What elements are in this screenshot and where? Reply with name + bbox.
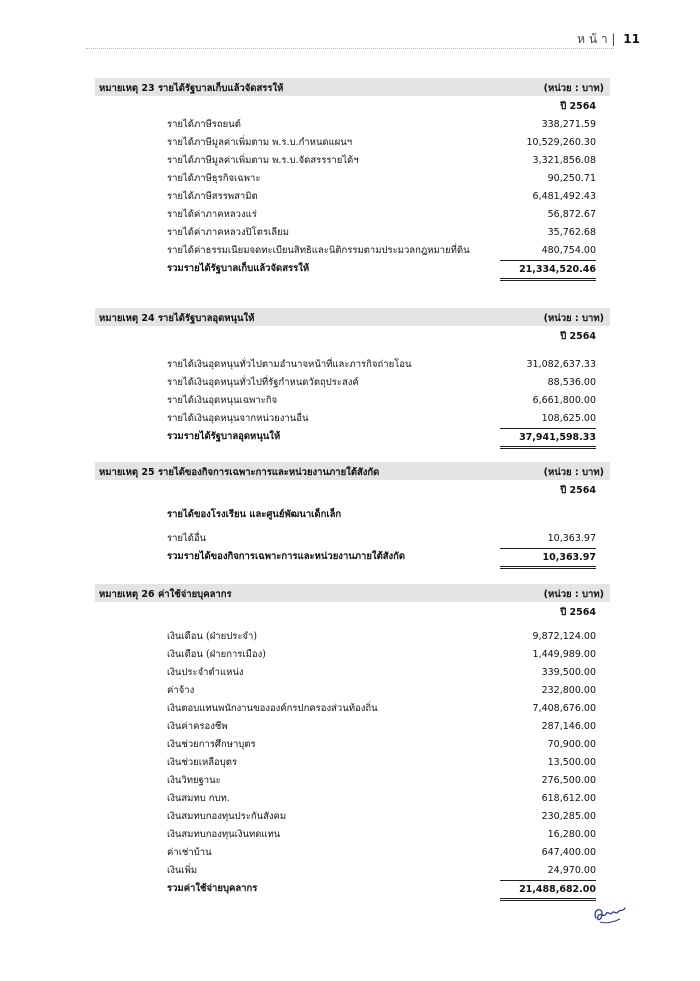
unit-label: (หน่วย : บาท): [543, 589, 604, 600]
unit-label: (หน่วย : บาท): [543, 83, 604, 94]
row-label: รายได้อื่น: [167, 533, 207, 544]
row-label: รายได้ค่าธรรมเนียมจดทะเบียนสิทธิและนิติกรรมตามประมวลกฎหมายที่ดิน: [167, 245, 470, 256]
row-amount: 10,529,260.30: [526, 137, 596, 148]
table-row: [95, 664, 610, 682]
note-title: หมายเหตุ 25 รายได้ของกิจการเฉพาะการและหน่วยงานภายใต้สังกัด: [99, 467, 380, 478]
total-label: รวมค่าใช้จ่ายบุคลากร: [167, 883, 258, 894]
row-label: เงินตอบแทนพนักงานขององค์กรปกครองส่วนท้องถิ่น: [167, 703, 378, 714]
row-amount: 287,146.00: [541, 721, 596, 732]
row-label: เงินช่วยเหลือบุตร: [167, 757, 238, 768]
row-amount: 108,625.00: [541, 413, 596, 424]
table-row: [95, 628, 610, 646]
row-amount: 338,271.59: [541, 119, 596, 130]
total-amount: 10,363.97: [500, 548, 596, 569]
row-amount: 6,481,492.43: [532, 191, 596, 202]
row-amount: 7,408,676.00: [532, 703, 596, 714]
row-amount: 480,754.00: [541, 245, 596, 256]
row-label: เงินประจำตำแหน่ง: [167, 667, 244, 678]
table-row: [95, 844, 610, 862]
total-label: รวมรายได้รัฐบาลเก็บแล้วจัดสรรให้: [167, 263, 310, 274]
total-row: [95, 880, 610, 898]
row-label: รายได้เงินอุดหนุนทั่วไปตามอำนาจหน้าที่และภารกิจถ่ายโอน: [167, 359, 412, 370]
table-row: [95, 356, 610, 374]
table-row: [95, 736, 610, 754]
row-label: เงินเพิ่ม: [167, 865, 198, 876]
page-header: [577, 30, 640, 49]
total-amount: 37,941,598.33: [500, 428, 596, 449]
table-row: [95, 808, 610, 826]
row-amount: 10,363.97: [547, 533, 596, 544]
note-25: [95, 462, 610, 566]
note-header: [95, 78, 610, 96]
row-label: รายได้ค่าภาคหลวงแร่: [167, 209, 257, 220]
row-amount: 16,280.00: [547, 829, 596, 840]
row-label: รายได้เงินอุดหนุนเฉพาะกิจ: [167, 395, 278, 406]
total-label: รวมรายได้ของกิจการเฉพาะการและหน่วยงานภายใต้สังกัด: [167, 551, 406, 562]
note-header: [95, 462, 610, 480]
row-amount: 647,400.00: [541, 847, 596, 858]
table-row: [95, 374, 610, 392]
table-row: [95, 772, 610, 790]
row-label: รายได้เงินอุดหนุนทั่วไปที่รัฐกำหนดวัตถุประสงค์: [167, 377, 359, 388]
row-amount: 70,900.00: [547, 739, 596, 750]
table-row: [95, 410, 610, 428]
total-row: [95, 428, 610, 446]
row-label: เงินสมทบกองทุนประกันสังคม: [167, 811, 287, 822]
table-row: [95, 700, 610, 718]
total-amount: 21,334,520.46: [500, 260, 596, 281]
row-amount: 276,500.00: [541, 775, 596, 786]
note-title: หมายเหตุ 26 ค่าใช้จ่ายบุคลากร: [99, 589, 232, 600]
header-rule: [86, 48, 614, 49]
table-row: [95, 152, 610, 170]
total-row: [95, 548, 610, 566]
row-amount: 6,661,800.00: [532, 395, 596, 406]
row-amount: 31,082,637.33: [526, 359, 596, 370]
table-row: [95, 718, 610, 736]
row-amount: 3,321,856.08: [532, 155, 596, 166]
table-row: [95, 206, 610, 224]
row-label: เงินเดือน (ฝ่ายการเมือง): [167, 649, 266, 660]
note-23: [95, 78, 610, 278]
total-amount: 21,488,682.00: [500, 880, 596, 901]
note-title: หมายเหตุ 23 รายได้รัฐบาลเก็บแล้วจัดสรรให้: [99, 83, 284, 94]
row-amount: 90,250.71: [547, 173, 596, 184]
subheading: รายได้ของโรงเรียน และศูนย์พัฒนาเด็กเล็ก: [167, 509, 342, 520]
year-heading: ปี 2564: [560, 101, 596, 112]
table-row: [95, 170, 610, 188]
unit-label: (หน่วย : บาท): [543, 313, 604, 324]
row-label: รายได้ภาษีมูลค่าเพิ่มตาม พ.ร.บ.กำหนดแผนฯ: [167, 137, 353, 148]
year-heading: ปี 2564: [560, 485, 596, 496]
table-row: [95, 134, 610, 152]
note-24: [95, 308, 610, 446]
row-amount: 13,500.00: [547, 757, 596, 768]
table-row: [95, 790, 610, 808]
row-amount: 618,612.00: [541, 793, 596, 804]
note-26: [95, 584, 610, 898]
handwritten-signature: [590, 900, 628, 928]
table-row: [95, 646, 610, 664]
page-header-label: ห น้ า |: [577, 32, 616, 46]
row-label: เงินสมทบ กบท.: [167, 793, 230, 804]
row-amount: 1,449,989.00: [532, 649, 596, 660]
year-heading: ปี 2564: [560, 607, 596, 618]
row-label: ค่าจ้าง: [167, 685, 195, 696]
row-label: รายได้ค่าภาคหลวงปิโตรเลียม: [167, 227, 289, 238]
page-number: 11: [623, 32, 640, 46]
row-amount: 56,872.67: [547, 209, 596, 220]
row-amount: 88,536.00: [547, 377, 596, 388]
note-header: [95, 584, 610, 602]
row-label: เงินช่วยการศึกษาบุตร: [167, 739, 256, 750]
table-row: [95, 754, 610, 772]
table-row: [95, 188, 610, 206]
table-row: [95, 682, 610, 700]
row-label: เงินค่าครองชีพ: [167, 721, 228, 732]
total-row: [95, 260, 610, 278]
row-label: รายได้ภาษีสรรพสามิต: [167, 191, 258, 202]
subheading-row: [95, 506, 610, 524]
row-amount: 35,762.68: [547, 227, 596, 238]
table-row: [95, 862, 610, 880]
table-row: [95, 116, 610, 134]
table-row: [95, 530, 610, 548]
row-label: รายได้ภาษีมูลค่าเพิ่มตาม พ.ร.บ.จัดสรรรายได้ฯ: [167, 155, 359, 166]
row-label: รายได้ภาษีธุรกิจเฉพาะ: [167, 173, 261, 184]
total-label: รวมรายได้รัฐบาลอุดหนุนให้: [167, 431, 281, 442]
table-row: [95, 224, 610, 242]
unit-label: (หน่วย : บาท): [543, 467, 604, 478]
row-amount: 24,970.00: [547, 865, 596, 876]
row-amount: 9,872,124.00: [532, 631, 596, 642]
row-amount: 230,285.00: [541, 811, 596, 822]
row-amount: 232,800.00: [541, 685, 596, 696]
row-label: เงินเดือน (ฝ่ายประจำ): [167, 631, 258, 642]
year-heading: ปี 2564: [560, 331, 596, 342]
row-amount: 339,500.00: [541, 667, 596, 678]
row-label: รายได้เงินอุดหนุนจากหน่วยงานอื่น: [167, 413, 309, 424]
table-row: [95, 242, 610, 260]
note-header: [95, 308, 610, 326]
row-label: เงินวิทยฐานะ: [167, 775, 221, 786]
row-label: เงินสมทบกองทุนเงินทดแทน: [167, 829, 281, 840]
row-label: รายได้ภาษีรถยนต์: [167, 119, 241, 130]
row-label: ค่าเช่าบ้าน: [167, 847, 212, 858]
table-row: [95, 826, 610, 844]
table-row: [95, 392, 610, 410]
note-title: หมายเหตุ 24 รายได้รัฐบาลอุดหนุนให้: [99, 313, 255, 324]
